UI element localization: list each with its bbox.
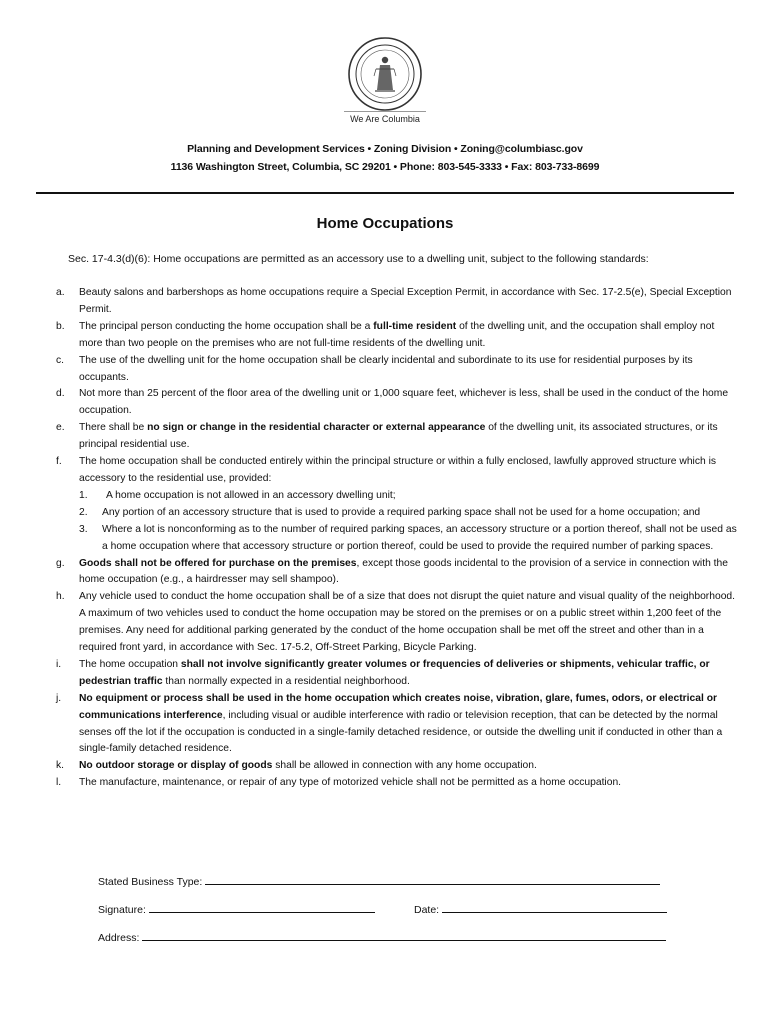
- list-item-g: [0, 556, 770, 590]
- item-marker: d.: [56, 388, 65, 400]
- list-item-c: [0, 353, 770, 387]
- tagline-rule: [344, 111, 426, 112]
- list-item-i: [0, 657, 770, 691]
- item-marker: a.: [56, 287, 65, 298]
- sub-item-1: 1. A home occupation is not allowed in an accessory dwelling unit;: [79, 489, 396, 501]
- list-item-b: [0, 319, 770, 353]
- address-field[interactable]: [142, 930, 666, 941]
- item-text: Not more than 25 percent of the floor area of the dwelling unit or 1,000 square feet, whichever is less, shall be used in the conduct of the home occupation.: [79, 388, 729, 417]
- item-text: The home occupation shall not involve significantly greater volumes or frequencies of deliveries or shipments, vehicular traffic, or pedestrian traffic than normally expected in a residential neighborhood.: [79, 658, 710, 687]
- item-marker: h.: [56, 591, 65, 603]
- page-title: Home Occupations: [316, 215, 454, 232]
- address-row: [98, 930, 666, 944]
- list-item-a: [0, 285, 770, 319]
- list-item-j: [0, 691, 770, 759]
- item-marker: l.: [56, 777, 62, 789]
- address-label: Address:: [98, 932, 140, 944]
- signature-label: Signature:: [98, 904, 146, 916]
- standards-list: [0, 285, 770, 792]
- item-marker: e.: [56, 422, 65, 434]
- item-text: Any vehicle used to conduct the home occupation shall be of a size that does not disrupt the quiet nature and visual quality of the neighborhood. A maximum of two vehicles used to conduct the home occupation may be stored on the premises or on a public street within 1,200 feet of the premises. Any need for additional parking generated by the conduct of the home occupation shall be met off the street and other than in a required front yard, in accordance with Sec. 17-5.2, Off-Street Parking, Bicycle Parking.: [79, 591, 736, 654]
- business-type-row: [98, 874, 660, 888]
- item-text: No equipment or process shall be used in the home occupation which creates noise, vibration, glare, fumes, odors, or electrical or communications interference, including visual or audible interference with radio or television reception, that can be detected by the normal senses off the lot if the occupation is conducted in a single-family detached residence, or outside the dwelling unit if conducted in other than a single-family detached residence.: [79, 692, 723, 755]
- sub-item-2: 2. Any portion of an accessory structure that is used to provide a required parking space shall not be used for a home occupation; and: [79, 506, 701, 518]
- item-marker: j.: [56, 692, 62, 704]
- header-address-line: 1136 Washington Street, Columbia, SC 29201 • Phone: 803-545-3333 • Fax: 803-733-8699: [170, 161, 600, 173]
- item-text: Goods shall not be offered for purchase on the premises, except those goods incidental to the provision of a service in connection with the home occupation (e.g., a hairdresser may sell shampoo).: [79, 557, 728, 586]
- signature-row: [98, 902, 375, 916]
- city-seal-logo: [340, 36, 430, 126]
- item-marker: k.: [56, 760, 65, 772]
- item-text: The use of the dwelling unit for the home occupation shall be clearly incidental and subordinate to its use for residential purposes by its occupants.: [79, 354, 693, 383]
- header-contact-line: Planning and Development Services • Zoning Division • Zoning@columbiasc.gov: [187, 143, 583, 155]
- item-marker: b.: [56, 320, 65, 332]
- item-text: The home occupation shall be conducted entirely within the principal structure or within a fully enclosed, lawfully approved structure which is accessory to the residential use, provided:: [79, 456, 717, 484]
- item-text: There shall be no sign or change in the residential character or external appearance of the dwelling unit, its associated structures, or its principal residential use.: [79, 422, 718, 451]
- date-label: Date:: [414, 904, 440, 916]
- date-row: [414, 902, 667, 916]
- intro-text: Sec. 17-4.3(d)(6): Home occupations are permitted as an accessory use to a dwelling unit, subject to the following standards:: [68, 253, 649, 265]
- item-text: No outdoor storage or display of goods shall be allowed in connection with any home occupation.: [79, 760, 537, 772]
- list-item-e: [0, 420, 770, 454]
- item-text: The principal person conducting the home occupation shall be a full-time resident of the dwelling unit, and the occupation shall employ not more than two people on the premises who are not full-time residents of the dwelling unit.: [79, 320, 715, 349]
- list-item-f: [0, 454, 770, 555]
- item-text: The manufacture, maintenance, or repair of any type of motorized vehicle shall not be permitted as a home occupation.: [79, 777, 622, 789]
- list-item-h: [0, 589, 770, 657]
- list-item-k: [0, 758, 770, 775]
- item-marker: c.: [56, 354, 65, 366]
- tagline: We Are Columbia: [350, 114, 420, 124]
- item-marker: g.: [56, 557, 65, 569]
- sub-item-3: 3. Where a lot is nonconforming as to the number of required parking spaces, an accessory structure or a portion thereof, shall not be used as a home occupation where that accessory structure or portion thereof, could be used to provide the required number of parking spaces.: [79, 523, 737, 552]
- signature-field[interactable]: [149, 902, 375, 913]
- date-field[interactable]: [442, 902, 667, 913]
- header-divider: [36, 192, 734, 194]
- item-text: Beauty salons and barbershops as home occupations require a Special Exception Permit, in accordance with Sec. 17-2.5(e), Special Exception Permit.: [79, 287, 732, 315]
- business-type-field[interactable]: [205, 874, 660, 885]
- list-item-d: [0, 386, 770, 420]
- item-marker: f.: [56, 456, 62, 468]
- business-type-label: Stated Business Type:: [98, 876, 203, 888]
- item-marker: i.: [56, 658, 62, 670]
- list-item-l: [0, 775, 770, 792]
